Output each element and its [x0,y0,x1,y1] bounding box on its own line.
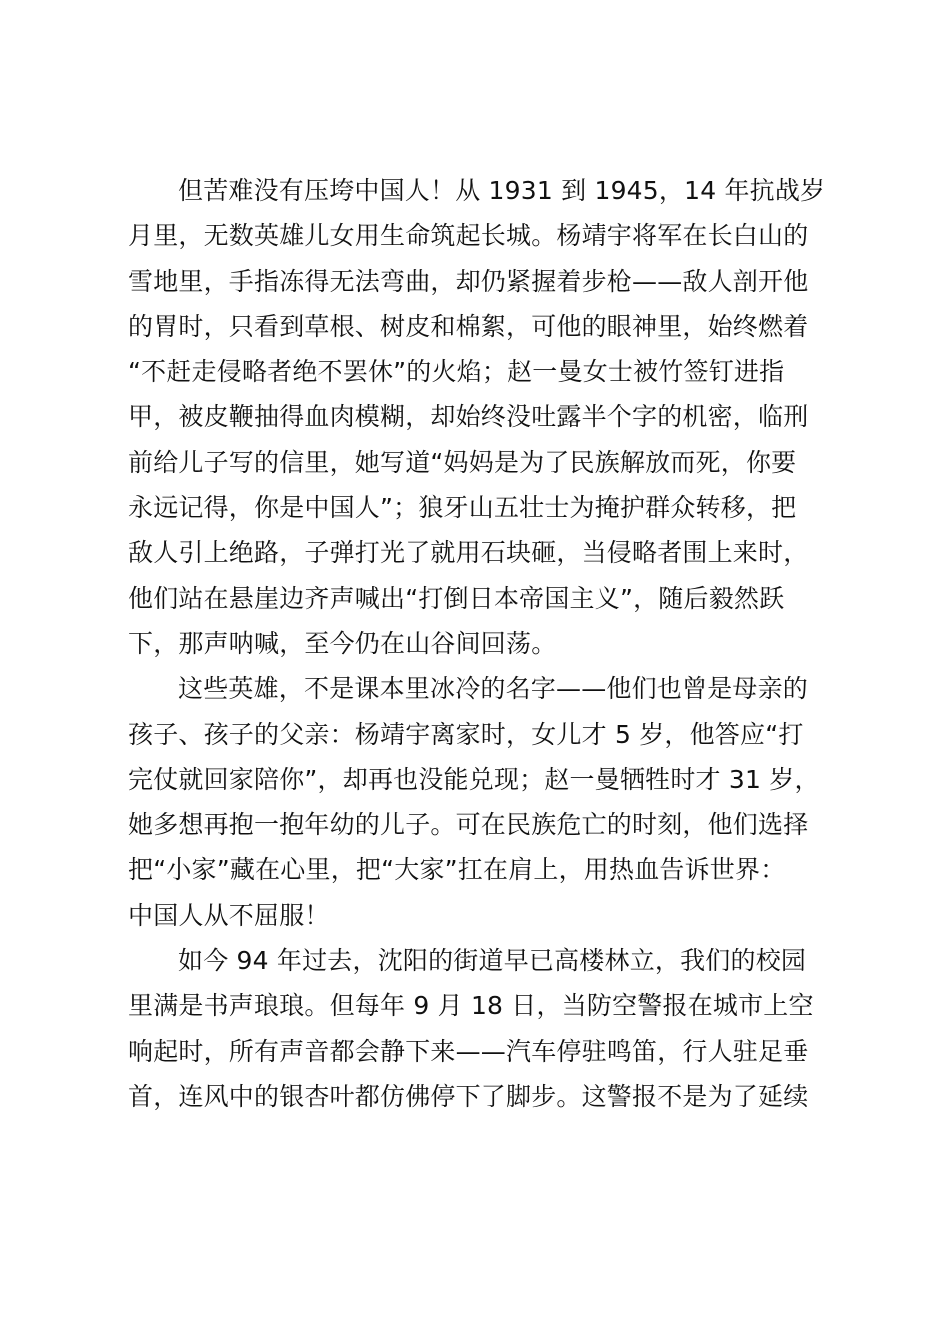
paragraph-1-line-8: 永远记得，你是中国人”；狼牙山五壮士为掩护群众转移，把 [128,493,797,523]
document-body [128,168,836,1119]
paragraph-2-line-5: 把“小家”藏在心里，把“大家”扛在肩上，用热血告诉世界： [128,855,786,885]
paragraph-1-line-3: 雪地里，手指冻得无法弯曲，却仍紧握着步枪——敌人剖开他 [128,266,809,296]
paragraph-2-line-4: 她多想再抱一抱年幼的儿子。可在民族危亡的时刻，他们选择 [128,810,809,840]
paragraph-2-line-6: 中国人从不屈服！ [128,900,330,930]
paragraph-2-line-3: 完仗就回家陪你”，却再也没能兑现；赵一曼牺牲时才 31 岁， [128,764,820,794]
paragraph-2-line-1: 这些英雄，不是课本里冰冷的名字——他们也曾是母亲的 [178,674,809,704]
paragraph-2-line-2: 孩子、孩子的父亲：杨靖宇离家时，女儿才 5 岁，他答应“打 [128,719,804,749]
paragraph-1-line-7: 前给儿子写的信里，她写道“妈妈是为了民族解放而死，你要 [128,447,797,477]
paragraph-3-line-1: 如今 94 年过去，沈阳的街道早已高楼林立，我们的校园 [178,946,807,976]
paragraph-1-line-2: 月里，无数英雄儿女用生命筑起长城。杨靖宇将军在长白山的 [128,221,809,251]
paragraph-1-line-11: 下，那声呐喊，至今仍在山谷间回荡。 [128,628,557,658]
paragraph-1-line-4: 的胃时，只看到草根、树皮和棉絮，可他的眼神里，始终燃着 [128,311,809,341]
paragraph-1-line-6: 甲，被皮鞭抽得血肉模糊，却始终没吐露半个字的机密，临刑 [128,402,809,432]
paragraph-1-line-1: 但苦难没有压垮中国人！从 1931 到 1945，14 年抗战岁 [178,176,826,205]
paragraph-3-line-4: 首，连风中的银杏叶都仿佛停下了脚步。这警报不是为了延续 [128,1081,809,1111]
paragraph-1-line-10: 他们站在悬崖边齐声喊出“打倒日本帝国主义”，随后毅然跃 [128,583,785,613]
paragraph-3-line-3: 响起时，所有声音都会静下来——汽车停驻鸣笛，行人驻足垂 [128,1036,809,1066]
paragraph-3-line-2: 里满是书声琅琅。但每年 9 月 18 日，当防空警报在城市上空 [128,991,814,1021]
paragraph-1-line-5: “不赶走侵略者绝不罢休”的火焰；赵一曼女士被竹签钉进指 [128,357,785,387]
paragraph-1-line-9: 敌人引上绝路，子弹打光了就用石块砸，当侵略者围上来时， [128,538,809,568]
